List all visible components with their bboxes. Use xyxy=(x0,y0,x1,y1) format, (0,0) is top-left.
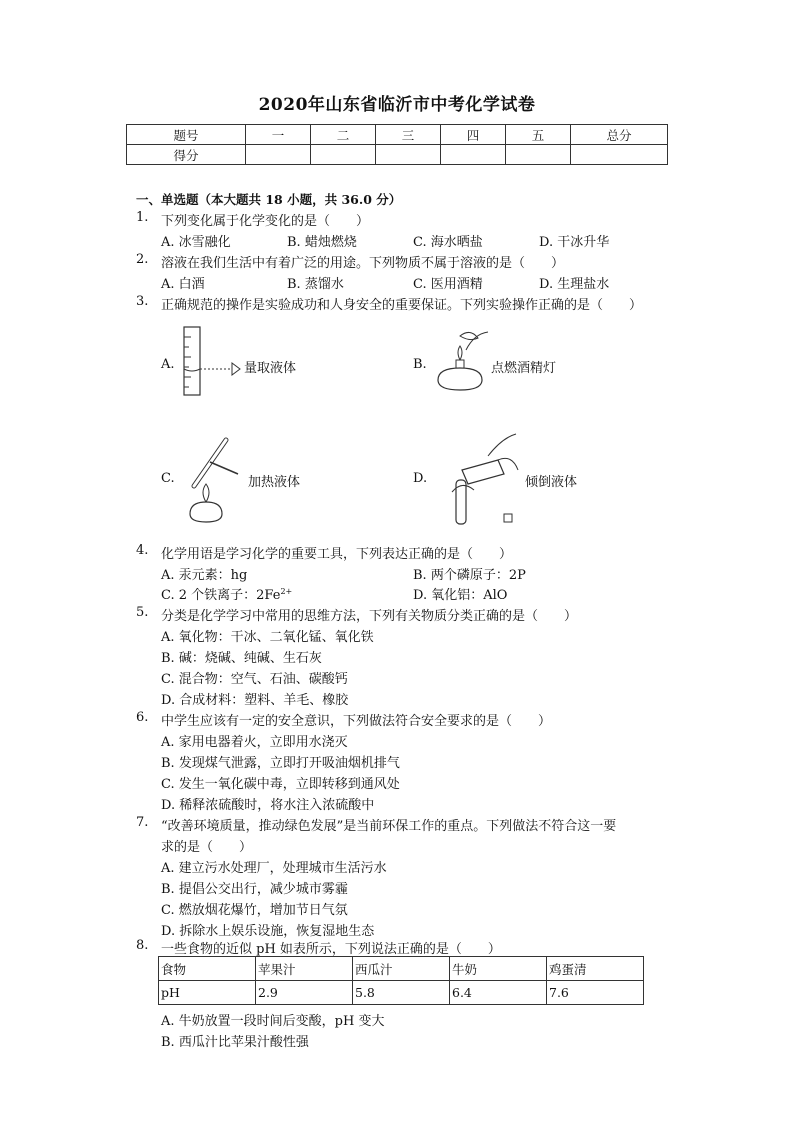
option-d[interactable]: D. 干冰升华 xyxy=(539,235,610,250)
option-b-letter[interactable]: B. xyxy=(413,357,427,372)
option-b[interactable]: B. 两个磷原子：2P xyxy=(413,568,526,583)
option-a[interactable]: A. 氧化物：干冰、二氧化锰、氧化铁 xyxy=(161,630,374,645)
ph-table-cell: 苹果汁 xyxy=(256,957,353,981)
option-b[interactable]: B. 蜡烛燃烧 xyxy=(287,235,357,250)
question-stem: 正确规范的操作是实验成功和人身安全的重要保证。下列实验操作正确的是（ ） xyxy=(161,298,643,313)
score-cell[interactable] xyxy=(506,145,571,165)
score-header-cell: 总分 xyxy=(571,125,668,145)
ph-table-row xyxy=(159,981,644,1005)
option-a[interactable]: A. 家用电器着火，立即用水浇灭 xyxy=(161,735,348,750)
question-number: 8. xyxy=(136,938,149,953)
pouring-liquid-icon xyxy=(432,430,522,528)
question-stem: 中学生应该有一定的安全意识，下列做法符合安全要求的是（ ） xyxy=(161,714,552,729)
ph-table-cell: 6.4 xyxy=(450,981,547,1005)
option-b-label: 点燃酒精灯 xyxy=(491,361,557,376)
option-a[interactable]: A. 白酒 xyxy=(161,277,205,292)
option-d[interactable]: D. 合成材料：塑料、羊毛、橡胶 xyxy=(161,693,349,708)
ph-table-cell: 食物 xyxy=(159,957,256,981)
option-c[interactable]: C. 燃放烟花爆竹，增加节日气氛 xyxy=(161,903,348,918)
option-d-letter[interactable]: D. xyxy=(413,471,428,486)
option-d[interactable]: D. 稀释浓硫酸时，将水注入浓硫酸中 xyxy=(161,798,375,813)
option-a[interactable]: A. 汞元素：hg xyxy=(161,568,248,583)
option-d[interactable]: D. 生理盐水 xyxy=(539,277,610,292)
alcohol-lamp-icon xyxy=(430,328,492,394)
option-c-letter[interactable]: C. xyxy=(161,471,175,486)
score-header-cell: 题号 xyxy=(127,125,246,145)
graduated-cylinder-icon xyxy=(178,323,244,399)
question-stem: 溶液在我们生活中有着广泛的用途。下列物质不属于溶液的是（ ） xyxy=(161,256,565,271)
score-header-cell: 三 xyxy=(376,125,441,145)
ph-table-cell: 7.6 xyxy=(547,981,644,1005)
question-number: 7. xyxy=(136,815,149,830)
option-d[interactable]: D. 氧化铝：AlO xyxy=(413,588,508,603)
question-stem: “改善环境质量，推动绿色发展”是当前环保工作的重点。下列做法不符合这一要 xyxy=(161,819,617,834)
ph-table-cell: 2.9 xyxy=(256,981,353,1005)
question-stem: 化学用语是学习化学的重要工具，下列表达正确的是（ ） xyxy=(161,547,513,562)
option-c-text: C. 2 个铁离子：2Fe xyxy=(161,588,281,603)
option-a-letter[interactable]: A. xyxy=(161,357,175,372)
option-a[interactable]: A. 冰雪融化 xyxy=(161,235,231,250)
ph-table xyxy=(158,956,644,1005)
option-b[interactable]: B. 西瓜汁比苹果汁酸性强 xyxy=(161,1035,309,1050)
question-stem-continued: 求的是（ ） xyxy=(161,840,253,855)
option-b[interactable]: B. 提倡公交出行，减少城市雾霾 xyxy=(161,882,348,897)
score-row xyxy=(127,145,668,165)
ph-table-cell: pH xyxy=(159,981,256,1005)
score-cell[interactable] xyxy=(571,145,668,165)
option-a[interactable]: A. 牛奶放置一段时间后变酸，pH 变大 xyxy=(161,1014,385,1029)
charge-superscript: 2+ xyxy=(280,587,293,596)
question-stem: 一些食物的近似 pH 如表所示，下列说法正确的是（ ） xyxy=(161,942,501,957)
score-row-label: 得分 xyxy=(127,145,246,165)
option-a[interactable]: A. 建立污水处理厂，处理城市生活污水 xyxy=(161,861,387,876)
option-c[interactable]: C. 发生一氧化碳中毒，立即转移到通风处 xyxy=(161,777,400,792)
question-stem: 下列变化属于化学变化的是（ ） xyxy=(161,214,370,229)
option-c-label: 加热液体 xyxy=(248,475,301,490)
score-cell[interactable] xyxy=(311,145,376,165)
question-number: 6. xyxy=(136,710,149,725)
exam-title: 2020年山东省临沂市中考化学试卷 xyxy=(258,95,536,115)
option-c[interactable]: C. 混合物：空气、石油、碳酸钙 xyxy=(161,672,348,687)
question-number: 5. xyxy=(136,605,149,620)
heating-test-tube-icon xyxy=(180,434,244,524)
score-header-cell: 二 xyxy=(311,125,376,145)
ph-table-cell: 鸡蛋清 xyxy=(547,957,644,981)
score-header-cell: 一 xyxy=(246,125,311,145)
ph-table-cell: 牛奶 xyxy=(450,957,547,981)
question-number: 1. xyxy=(136,210,149,225)
question-number: 3. xyxy=(136,294,149,309)
option-b[interactable]: B. 碱：烧碱、纯碱、生石灰 xyxy=(161,651,322,666)
option-c[interactable] xyxy=(161,584,292,603)
option-a-label: 量取液体 xyxy=(244,361,297,376)
question-stem: 分类是化学学习中常用的思维方法，下列有关物质分类正确的是（ ） xyxy=(161,609,578,624)
score-cell[interactable] xyxy=(246,145,311,165)
section-heading: 一、单选题（本大题共 18 小题，共 36.0 分） xyxy=(136,192,402,207)
score-header-row xyxy=(127,125,668,145)
option-b[interactable]: B. 蒸馏水 xyxy=(287,277,344,292)
score-cell[interactable] xyxy=(376,145,441,165)
score-cell[interactable] xyxy=(441,145,506,165)
option-d-label: 倾倒液体 xyxy=(525,475,578,490)
score-header-cell: 五 xyxy=(506,125,571,145)
score-table xyxy=(126,124,668,165)
question-number: 4. xyxy=(136,543,149,558)
option-b[interactable]: B. 发现煤气泄露，立即打开吸油烟机排气 xyxy=(161,756,400,771)
ph-table-header-row xyxy=(159,957,644,981)
ph-table-cell: 西瓜汁 xyxy=(353,957,450,981)
option-c[interactable]: C. 医用酒精 xyxy=(413,277,483,292)
ph-table-cell: 5.8 xyxy=(353,981,450,1005)
option-d[interactable]: D. 拆除水上娱乐设施，恢复湿地生态 xyxy=(161,924,375,939)
score-header-cell: 四 xyxy=(441,125,506,145)
question-number: 2. xyxy=(136,252,149,267)
option-c[interactable]: C. 海水晒盐 xyxy=(413,235,483,250)
